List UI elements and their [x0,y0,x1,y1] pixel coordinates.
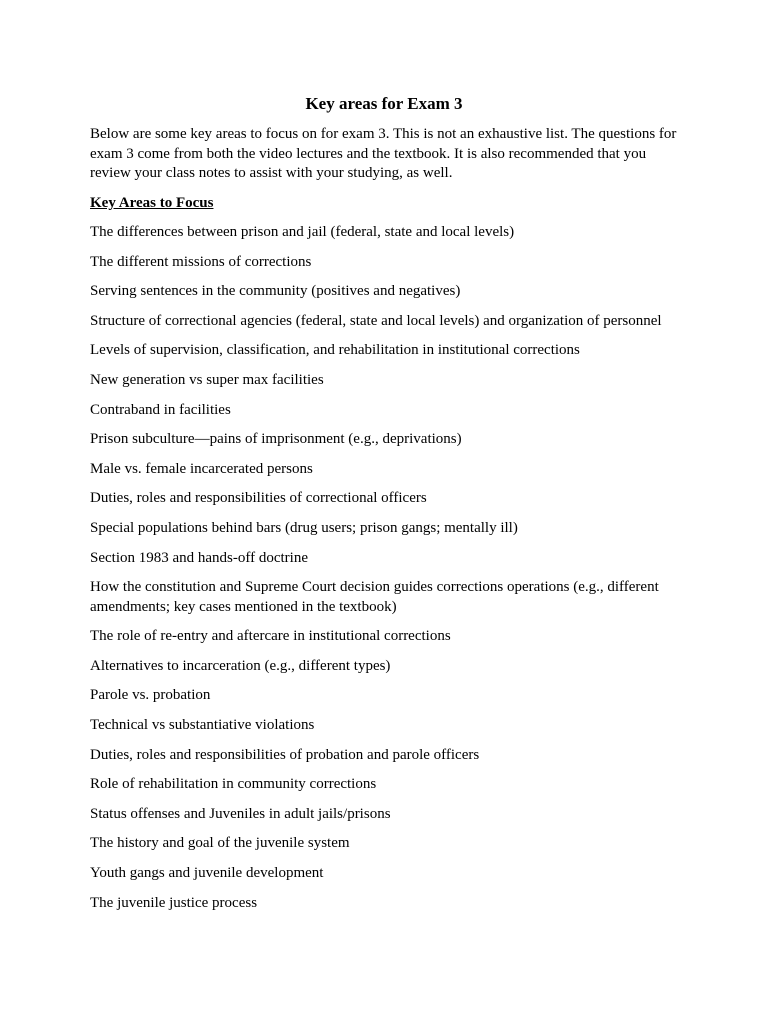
key-area-item: The differences between prison and jail (federal, state and local levels) [90,224,515,240]
key-area-item: How the constitution and Supreme Court decision guides corrections operations (e.g., different amendments; key cases mentioned in the textbook) [90,579,659,615]
key-area-item: The role of re-entry and aftercare in institutional corrections [90,628,451,645]
key-area-item: Contraband in facilities [90,401,231,418]
key-area-item: Prison subculture—pains of imprisonment (e.g., deprivations) [90,431,462,448]
key-area-item: Role of rehabilitation in community corrections [90,776,377,793]
key-area-item: Parole vs. probation [90,687,211,704]
key-area-item: Duties, roles and responsibilities of correctional officers [90,490,427,507]
key-area-item: Alternatives to incarceration (e.g., different types) [90,657,391,674]
key-area-item: Technical vs substantiative violations [90,717,315,733]
section-heading: Key Areas to Focus [90,195,214,211]
document-title: Key areas for Exam 3 [305,94,463,113]
key-area-item: Status offenses and Juveniles in adult jails/prisons [90,805,391,822]
key-area-item: The different missions of corrections [90,253,312,270]
key-area-item: The history and goal of the juvenile system [90,835,350,852]
key-area-item: Serving sentences in the community (positives and negatives) [90,283,461,300]
key-area-item: Structure of correctional agencies (federal, state and local levels) and organization of personnel [90,312,662,329]
key-area-item: Special populations behind bars (drug users; prison gangs; mentally ill) [90,519,518,536]
key-area-item: The juvenile justice process [90,894,258,911]
key-area-item: Duties, roles and responsibilities of probation and parole officers [90,746,480,763]
key-area-item: Youth gangs and juvenile development [90,864,324,881]
intro-paragraph: Below are some key areas to focus on for exam 3. This is not an exhaustive list. The questions for exam 3 come from both the video lectures and the textbook. It is also recommended that you review your class notes to assist with your studying, as well. [90,126,677,181]
key-area-item: New generation vs super max facilities [90,371,324,388]
key-area-item: Levels of supervision, classification, and rehabilitation in institutional corrections [90,342,580,359]
key-area-item: Section 1983 and hands-off doctrine [90,549,309,566]
key-areas-list [90,223,680,923]
key-area-item: Male vs. female incarcerated persons [90,460,313,477]
